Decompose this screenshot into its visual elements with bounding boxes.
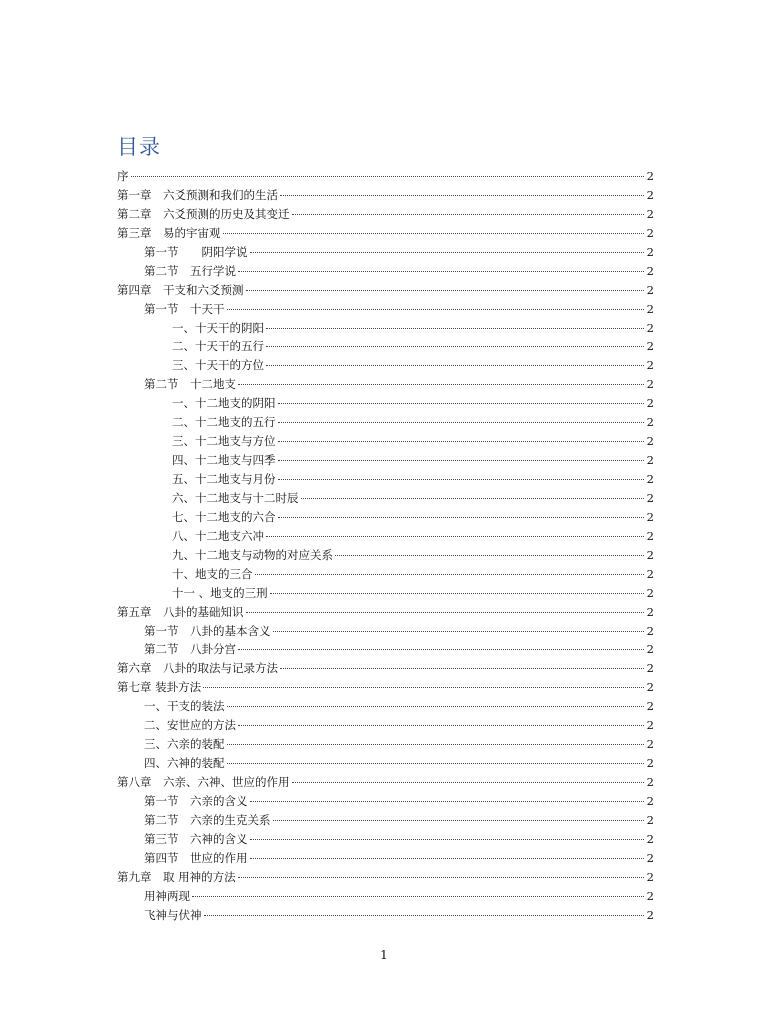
toc-entry-label: 第三章 易的宇宙观 xyxy=(117,225,221,240)
toc-entry[interactable] xyxy=(117,470,654,489)
toc-entry[interactable] xyxy=(117,375,654,394)
toc-entry[interactable] xyxy=(117,319,654,338)
toc-entry-page-number: 2 xyxy=(646,850,654,865)
toc-entry-label: 第六章 八卦的取法与记录方法 xyxy=(117,661,278,676)
toc-entry-label: 十、地支的三合 xyxy=(172,566,253,581)
toc-entry-label: 一、十天干的阴阳 xyxy=(172,320,264,335)
toc-dot-leader xyxy=(204,915,645,916)
toc-entry-page-number: 2 xyxy=(646,812,654,827)
toc-entry-page-number: 2 xyxy=(646,831,654,846)
toc-dot-leader xyxy=(131,176,645,177)
toc-dot-leader xyxy=(270,593,644,594)
toc-entry-page-number: 2 xyxy=(646,547,654,562)
toc-entry-label: 第二节 十二地支 xyxy=(144,377,236,392)
toc-entry[interactable] xyxy=(117,603,654,622)
toc-entry[interactable] xyxy=(117,565,654,584)
toc-entry-page-number: 2 xyxy=(646,509,654,524)
toc-dot-leader xyxy=(227,744,645,745)
toc-dot-leader xyxy=(280,195,644,196)
toc-entry-page-number: 2 xyxy=(646,339,654,354)
toc-entry[interactable] xyxy=(117,735,654,754)
toc-entry[interactable] xyxy=(117,413,654,432)
toc-entry[interactable] xyxy=(117,754,654,773)
toc-entry[interactable] xyxy=(117,584,654,603)
toc-entry-page-number: 2 xyxy=(646,756,654,771)
toc-entry-label: 一、干支的装法 xyxy=(144,699,225,714)
toc-entry[interactable] xyxy=(117,205,654,224)
toc-entry-page-number: 2 xyxy=(646,604,654,619)
toc-entry[interactable] xyxy=(117,546,654,565)
toc-dot-leader xyxy=(278,403,645,404)
toc-entry-label: 二、十二地支的五行 xyxy=(172,415,276,430)
toc-entry[interactable] xyxy=(117,849,654,868)
toc-entry[interactable] xyxy=(117,262,654,281)
toc-entry-page-number: 2 xyxy=(646,718,654,733)
toc-dot-leader xyxy=(250,252,645,253)
toc-entry-page-number: 2 xyxy=(646,320,654,335)
toc-entry-page-number: 2 xyxy=(646,453,654,468)
toc-entry-label: 二、安世应的方法 xyxy=(144,718,236,733)
page-number-footer: 1 xyxy=(380,948,388,962)
toc-entry[interactable] xyxy=(117,337,654,356)
toc-entry-page-number: 2 xyxy=(646,775,654,789)
toc-dot-leader xyxy=(223,233,645,234)
toc-entry[interactable] xyxy=(117,811,654,830)
toc-entry-label: 第二节 五行学说 xyxy=(144,263,236,278)
toc-dot-leader xyxy=(266,536,644,537)
toc-dot-leader xyxy=(227,309,645,310)
toc-entry-page-number: 2 xyxy=(646,699,654,714)
toc-entry[interactable] xyxy=(117,281,654,300)
toc-entry[interactable] xyxy=(117,300,654,319)
toc-dot-leader xyxy=(266,365,644,366)
toc-entry[interactable] xyxy=(117,508,654,527)
toc-entry[interactable] xyxy=(117,186,654,205)
toc-entry-label: 第二章 六爻预测的历史及其变迁 xyxy=(117,206,290,221)
toc-dot-leader xyxy=(278,441,645,442)
toc-entry-label: 第一节 十天干 xyxy=(144,301,225,316)
toc-entry-page-number: 2 xyxy=(646,585,654,600)
toc-dot-leader xyxy=(238,725,644,726)
toc-entry[interactable] xyxy=(117,432,654,451)
toc-dot-leader xyxy=(227,763,645,764)
toc-entry-page-number: 2 xyxy=(646,528,654,543)
toc-entry-page-number: 2 xyxy=(646,472,654,486)
toc-entry-label: 第四章 干支和六爻预测 xyxy=(117,282,244,297)
toc-entry-label: 一、十二地支的阴阳 xyxy=(172,396,276,411)
toc-entry-label: 三、十二地支与方位 xyxy=(172,434,276,449)
toc-entry-page-number: 2 xyxy=(646,206,654,221)
toc-entry-label: 第一节 八卦的基本含义 xyxy=(144,623,271,638)
toc-entry-page-number: 2 xyxy=(646,434,654,449)
toc-entry[interactable] xyxy=(117,659,654,678)
toc-dot-leader xyxy=(238,384,644,385)
toc-entry[interactable] xyxy=(117,773,654,792)
toc-entry-label: 第四节 世应的作用 xyxy=(144,850,248,865)
toc-entry[interactable] xyxy=(117,697,654,716)
toc-entry-page-number: 2 xyxy=(646,377,654,392)
toc-entry-label: 三、六亲的装配 xyxy=(144,737,225,752)
toc-entry-label: 四、六神的装配 xyxy=(144,756,225,771)
toc-entry-page-number: 2 xyxy=(646,623,654,638)
toc-entry-label: 三、十天干的方位 xyxy=(172,358,264,373)
toc-entry-page-number: 2 xyxy=(646,566,654,581)
toc-dot-leader xyxy=(250,839,645,840)
toc-entry[interactable] xyxy=(117,489,654,508)
toc-entry-page-number: 2 xyxy=(646,282,654,297)
toc-entry-page-number: 2 xyxy=(646,490,654,505)
toc-entry-label: 六、十二地支与十二时辰 xyxy=(172,490,299,505)
toc-entry-label: 七、十二地支的六合 xyxy=(172,509,276,524)
toc-entry-label: 五、十二地支与月份 xyxy=(172,472,276,486)
toc-entry-label: 九、十二地支与动物的对应关系 xyxy=(172,547,333,562)
toc-entry-page-number: 2 xyxy=(646,263,654,278)
toc-entry-page-number: 2 xyxy=(646,888,654,903)
toc-entry[interactable] xyxy=(117,527,654,546)
toc-dot-leader xyxy=(301,498,645,499)
toc-entry[interactable] xyxy=(117,451,654,470)
toc-dot-leader xyxy=(246,612,645,613)
toc-entry-page-number: 2 xyxy=(646,793,654,808)
toc-entry-label: 四、十二地支与四季 xyxy=(172,453,276,468)
toc-entry[interactable] xyxy=(117,906,654,925)
toc-dot-leader xyxy=(203,687,644,688)
toc-entry-page-number: 2 xyxy=(646,244,654,259)
toc-entry-label: 第一章 六爻预测和我们的生活 xyxy=(117,187,278,202)
toc-entry-label: 第二节 六亲的生克关系 xyxy=(144,812,271,827)
toc-entry-page-number: 2 xyxy=(646,661,654,676)
toc-dot-leader xyxy=(292,214,645,215)
toc-entry-page-number: 2 xyxy=(646,358,654,373)
toc-entry-page-number: 2 xyxy=(646,301,654,316)
toc-entry[interactable] xyxy=(117,394,654,413)
toc-entry-page-number: 2 xyxy=(646,869,654,884)
toc-entry-label: 第三节 六神的含义 xyxy=(144,831,248,846)
toc-dot-leader xyxy=(250,801,645,802)
toc-dot-leader xyxy=(238,649,644,650)
toc-entry[interactable] xyxy=(117,716,654,735)
toc-dot-leader xyxy=(273,820,645,821)
toc-dot-leader xyxy=(255,574,645,575)
toc-dot-leader xyxy=(192,896,644,897)
toc-dot-leader xyxy=(278,479,645,480)
toc-entry[interactable] xyxy=(117,167,654,186)
toc-entry-label: 十一 、地支的三刑 xyxy=(172,585,268,600)
toc-entry-label: 序 xyxy=(117,169,129,183)
toc-entry-label: 飞神与伏神 xyxy=(144,907,202,922)
toc-entry-page-number: 2 xyxy=(646,396,654,411)
toc-entry-label: 第七章 装卦方法 xyxy=(117,680,202,695)
toc-heading: 目录 xyxy=(117,135,161,159)
toc-dot-leader xyxy=(278,517,645,518)
toc-entry[interactable] xyxy=(117,622,654,641)
toc-entry-label: 第一节 六亲的含义 xyxy=(144,793,248,808)
toc-entry-label: 第一节 阴阳学说 xyxy=(144,244,248,259)
toc-dot-leader xyxy=(335,555,644,556)
toc-entry-page-number: 2 xyxy=(646,737,654,752)
toc-entry-page-number: 2 xyxy=(646,169,654,183)
toc-dot-leader xyxy=(250,858,645,859)
toc-dot-leader xyxy=(292,782,645,783)
toc-entry-label: 二、十天干的五行 xyxy=(172,339,264,354)
toc-dot-leader xyxy=(227,706,645,707)
toc-entry-page-number: 2 xyxy=(646,642,654,657)
toc-entry[interactable] xyxy=(117,224,654,243)
toc-dot-leader xyxy=(266,346,644,347)
toc-entry-label: 第二节 八卦分宫 xyxy=(144,642,236,657)
toc-entry[interactable] xyxy=(117,868,654,887)
toc-entry-page-number: 2 xyxy=(646,225,654,240)
toc-entry-page-number: 2 xyxy=(646,680,654,695)
toc-dot-leader xyxy=(238,877,644,878)
toc-dot-leader xyxy=(278,460,645,461)
table-of-contents xyxy=(117,167,654,925)
toc-entry[interactable] xyxy=(117,887,654,906)
toc-entry-page-number: 2 xyxy=(646,415,654,430)
toc-entry-label: 第五章 八卦的基础知识 xyxy=(117,604,244,619)
toc-entry-label: 第九章 取 用神的方法 xyxy=(117,869,236,884)
toc-entry-label: 第八章 六亲、六神、世应的作用 xyxy=(117,775,290,789)
toc-entry-page-number: 2 xyxy=(646,187,654,202)
toc-dot-leader xyxy=(238,271,644,272)
toc-entry[interactable] xyxy=(117,356,654,375)
toc-dot-leader xyxy=(246,290,645,291)
toc-entry[interactable] xyxy=(117,243,654,262)
toc-entry[interactable] xyxy=(117,792,654,811)
toc-entry[interactable] xyxy=(117,640,654,659)
toc-entry[interactable] xyxy=(117,830,654,849)
toc-dot-leader xyxy=(273,631,645,632)
toc-dot-leader xyxy=(266,328,644,329)
toc-entry-label: 八、十二地支六冲 xyxy=(172,528,264,543)
toc-entry-label: 用神两现 xyxy=(144,888,190,903)
toc-dot-leader xyxy=(280,668,644,669)
toc-dot-leader xyxy=(278,422,645,423)
toc-entry-page-number: 2 xyxy=(646,907,654,922)
toc-entry[interactable] xyxy=(117,678,654,697)
